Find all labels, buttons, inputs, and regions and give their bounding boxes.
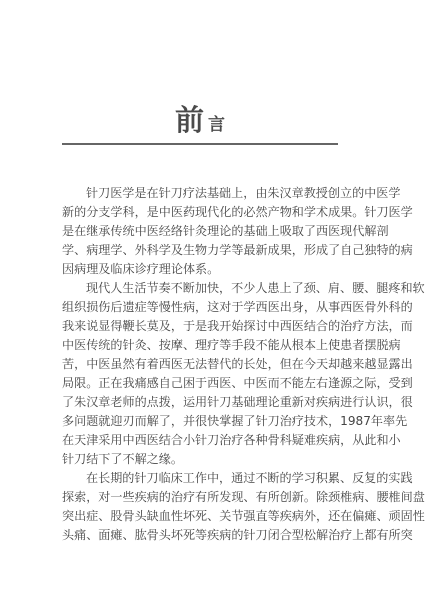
paragraph-line: 针刀结下了不解之缘。 [62,452,183,466]
paragraph-line: 针刀医学是在针刀疗法基础上，由朱汉章教授创立的中医学 [86,186,401,200]
paragraph-line: 苦，中医虽然有着西医无法替代的长处，但在今天却越来越显露出 [62,357,413,371]
paragraph-line: 局限。正在我痛感自己困于西医、中医而不能左右逢源之际，受到 [62,376,413,390]
paragraph-line: 组织损伤后遗症等慢性病，这对于学西医出身，从事西医骨外科的 [62,300,413,314]
paragraph-line: 在天津采用中西医结合小针刀治疗各种骨科疑难疾病，从此和小 [62,433,401,447]
paragraph-line: 探索，对一些疾病的治疗有所发现、有所创新。除颈椎病、腰椎间盘 [62,490,425,504]
paragraph-line: 突出症、股骨头缺血性坏死、关节强直等疾病外，还在偏瘫、顽固性 [62,509,425,523]
title-main-char: 前 [174,103,204,137]
paragraph-line: 新的分支学科，是中医药现代化的必然产物和学术成果。针刀医学 [62,205,413,219]
preface-body [62,184,425,545]
paragraph-line: 我来说显得鞭长莫及，于是我开始探讨中西医结合的治疗方法，而 [62,319,413,333]
title-sub-char: 言 [208,115,225,135]
paragraph-line: 因病理及临床诊疗理论体系。 [62,262,220,276]
page-title [0,98,400,139]
paragraph-line: 头痛、面瘫、肱骨头坏死等疾病的针刀闭合型松解治疗上都有所突 [62,528,413,542]
title-divider [62,143,338,145]
paragraph-line: 多问题就迎刃而解了，并很快掌握了针刀治疗技术，1987年率先 [62,414,408,428]
paragraph-line: 是在继承传统中医经络针灸理论的基础上吸取了西医现代解剖 [62,224,389,238]
paragraph-line: 中医传统的针灸、按摩、理疗等手段不能从根本上使患者摆脱病 [62,338,401,352]
paragraph-line: 了朱汉章老师的点拨，运用针刀基础理论重新对疾病进行认识，很 [62,395,413,409]
paragraph-line: 现代人生活节奏不断加快，不少人患上了颈、肩、腰、腿疼和软 [86,281,425,295]
paragraph-line: 在长期的针刀临床工作中，通过不断的学习积累、反复的实践 [86,471,413,485]
paragraph-line: 学、病理学、外科学及生物力学等最新成果，形成了自己独特的病 [62,243,413,257]
